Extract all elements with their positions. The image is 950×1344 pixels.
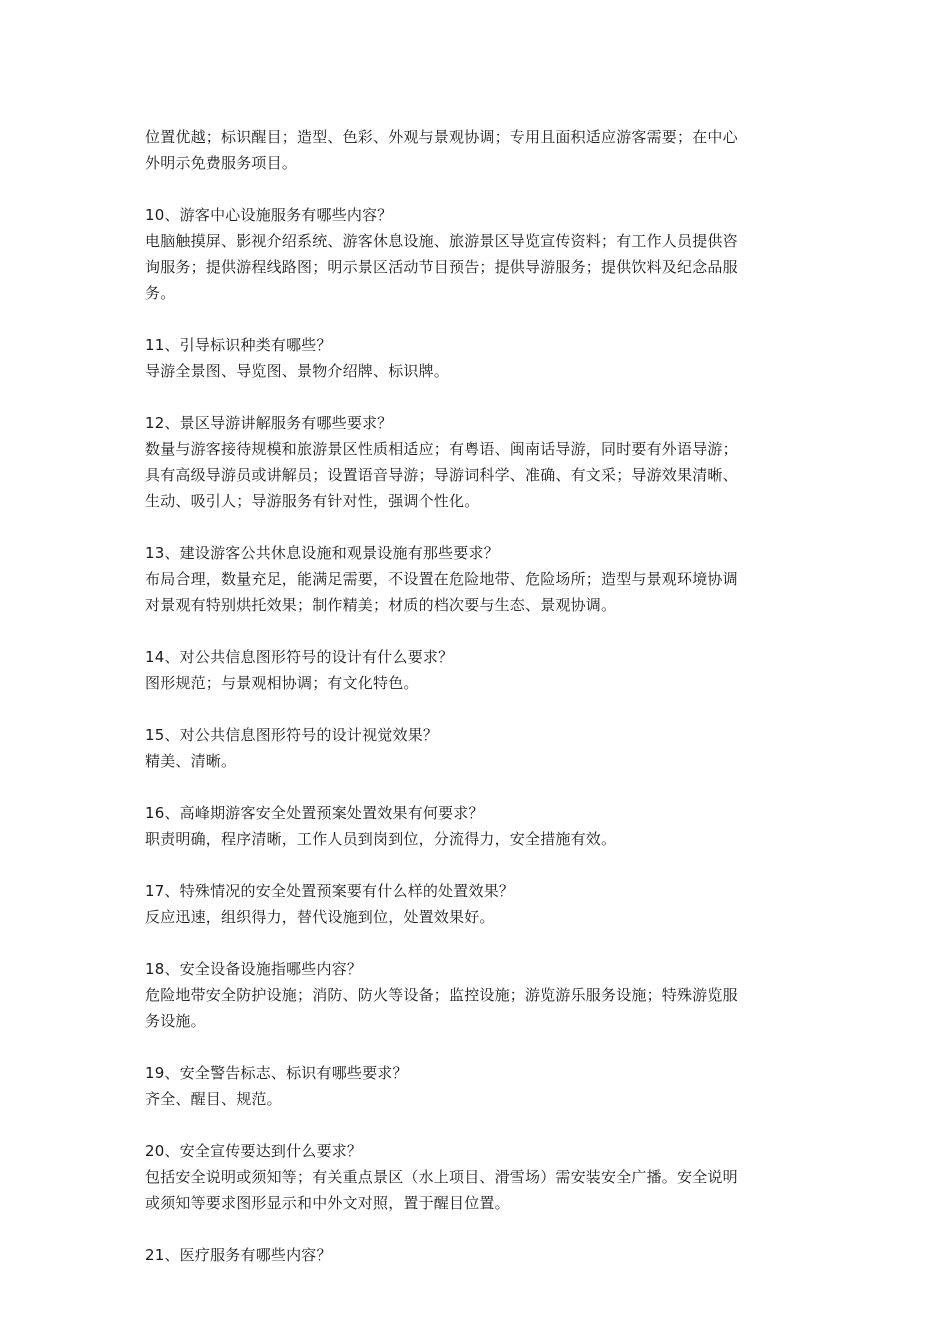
- question-heading: 12、景区导游讲解服务有哪些要求？: [145, 414, 393, 432]
- paragraph-gap: [145, 384, 813, 410]
- answer-line: 精美、清晰。: [145, 752, 237, 770]
- qa-item: [145, 722, 813, 774]
- paragraph-gap: [145, 774, 813, 800]
- question-heading: 19、安全警告标志、标识有哪些要求？: [145, 1064, 408, 1082]
- qa-list: [145, 176, 813, 1268]
- question-heading: 20、安全宣传要达到什么要求？: [145, 1142, 363, 1160]
- answer-line: 生动、吸引人；导游服务有针对性，强调个性化。: [145, 492, 480, 510]
- qa-item: [145, 878, 813, 930]
- answer-line: 职责明确，程序清晰，工作人员到岗到位，分流得力，安全措施有效。: [145, 830, 617, 848]
- qa-item: [145, 540, 813, 618]
- answer-line: 反应迅速，组织得力，替代设施到位，处置效果好。: [145, 908, 495, 926]
- answer-line: 对景观有特别烘托效果；制作精美；材质的档次要与生态、景观协调。: [145, 596, 617, 614]
- paragraph-gap: [145, 514, 813, 540]
- qa-item: [145, 1242, 813, 1268]
- question-heading: 17、特殊情况的安全处置预案要有什么样的处置效果？: [145, 882, 515, 900]
- qa-item: [145, 1060, 813, 1112]
- answer-line: 齐全、醒目、规范。: [145, 1090, 282, 1108]
- paragraph-gap: [145, 1216, 813, 1242]
- paragraph-gap: [145, 176, 813, 202]
- question-heading: 11、引导标识种类有哪些？: [145, 336, 332, 354]
- text-line: 外明示免费服务项目。: [145, 154, 298, 172]
- text-line: 位置优越；标识醒目；造型、色彩、外观与景观协调；专用且面积适应游客需要；在中心: [145, 128, 738, 146]
- qa-item: [145, 800, 813, 852]
- answer-line: 电脑触摸屏、影视介绍系统、游客休息设施、旅游景区导览宣传资料；有工作人员提供咨: [145, 232, 738, 250]
- question-heading: 10、游客中心设施服务有哪些内容？: [145, 206, 393, 224]
- paragraph-gap: [145, 1112, 813, 1138]
- question-heading: 15、对公共信息图形符号的设计视觉效果？: [145, 726, 439, 744]
- qa-item: [145, 202, 813, 306]
- intro-paragraph: [145, 124, 813, 176]
- question-heading: 14、对公共信息图形符号的设计有什么要求？: [145, 648, 454, 666]
- question-heading: 16、高峰期游客安全处置预案处置效果有何要求？: [145, 804, 484, 822]
- answer-line: 布局合理，数量充足，能满足需要，不设置在危险地带、危险场所；造型与景观环境协调: [145, 570, 738, 588]
- paragraph-gap: [145, 696, 813, 722]
- answer-line: 或须知等要求图形显示和中外文对照，置于醒目位置。: [145, 1194, 510, 1212]
- question-heading: 21、医疗服务有哪些内容？: [145, 1246, 332, 1264]
- answer-line: 具有高级导游员或讲解员；设置语音导游；导游词科学、准确、有文采；导游效果清晰、: [145, 466, 738, 484]
- paragraph-gap: [145, 852, 813, 878]
- answer-line: 务设施。: [145, 1012, 206, 1030]
- paragraph-gap: [145, 1034, 813, 1060]
- paragraph-gap: [145, 618, 813, 644]
- answer-line: 务。: [145, 284, 176, 302]
- answer-line: 危险地带安全防护设施；消防、防火等设备；监控设施；游览游乐服务设施；特殊游览服: [145, 986, 738, 1004]
- qa-item: [145, 1138, 813, 1216]
- paragraph-gap: [145, 306, 813, 332]
- qa-item: [145, 644, 813, 696]
- qa-item: [145, 332, 813, 384]
- answer-line: 导游全景图、导览图、景物介绍牌、标识牌。: [145, 362, 450, 380]
- answer-line: 询服务；提供游程线路图；明示景区活动节目预告；提供导游服务；提供饮料及纪念品服: [145, 258, 738, 276]
- answer-line: 图形规范；与景观相协调；有文化特色。: [145, 674, 419, 692]
- qa-item: [145, 410, 813, 514]
- answer-line: 包括安全说明或须知等；有关重点景区（水上项目、滑雪场）需安装安全广播。安全说明: [145, 1168, 738, 1186]
- question-heading: 13、建设游客公共休息设施和观景设施有那些要求？: [145, 544, 499, 562]
- answer-line: 数量与游客接待规模和旅游景区性质相适应；有粤语、闽南话导游，同时要有外语导游；: [145, 440, 738, 458]
- question-heading: 18、安全设备设施指哪些内容？: [145, 960, 363, 978]
- document-body: [145, 124, 813, 1268]
- paragraph-gap: [145, 930, 813, 956]
- qa-item: [145, 956, 813, 1034]
